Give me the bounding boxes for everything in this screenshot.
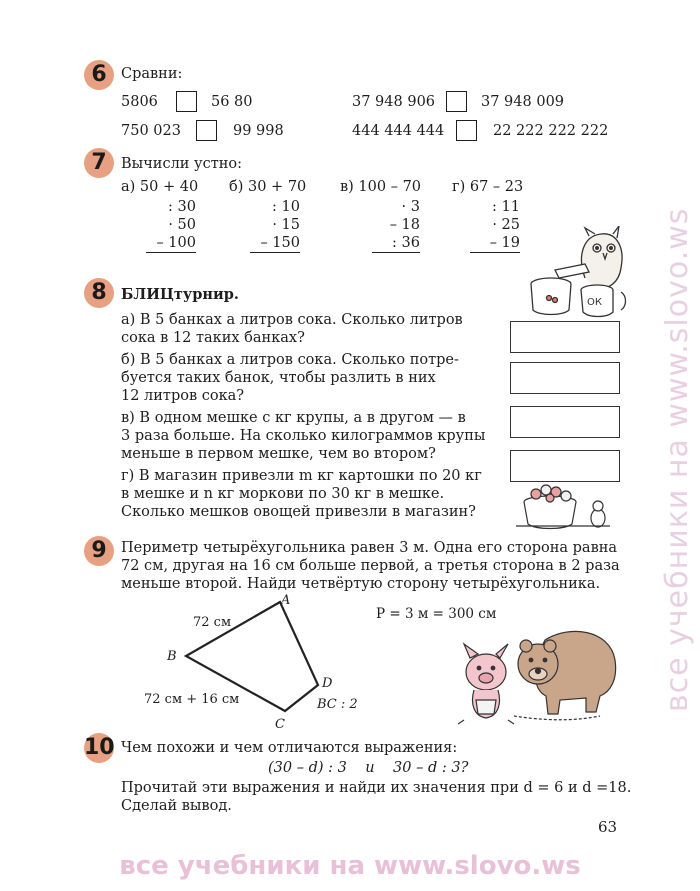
vegetable-pot-illustration [510,480,620,530]
task-number-7: 7 [84,148,114,178]
perimeter-note: P = 3 м = 300 см [376,606,497,622]
vertex-b: B [167,649,177,664]
task8-item-c-line: меньше в первом мешке, чем во втором? [121,446,436,462]
task-number-10: 10 [84,733,114,763]
task8-item-d-line: в мешке и n кг моркови по 30 кг в мешке. [121,486,445,502]
task8-item-a-line: а) В 5 банках a литров сока. Сколько литров [121,312,463,328]
calc-step: : 30 [168,199,196,215]
task-number-8: 8 [84,278,114,308]
calc-step: – 18 [389,217,420,233]
compare-box[interactable] [176,91,197,112]
task-number-6: 6 [84,60,114,90]
task6-instruction: Сравни: [121,66,183,82]
calc-step: – 150 [250,234,300,253]
column-head: а) 50 + 40 [121,179,199,195]
side-cd-label: BC : 2 [317,697,358,712]
compare-box[interactable] [196,120,217,141]
task8-item-b-line: б) В 5 банках a литров сока. Сколько потре- [121,352,459,368]
calc-step: : 11 [492,199,520,215]
calc-column [146,198,196,253]
calc-step: – 100 [146,234,196,253]
compare-left: 37 948 906 [352,94,436,110]
task8-item-b-line: буется таких банок, чтобы разлить в них [121,370,436,386]
task8-item-c-line: в) В одном мешке c кг крупы, а в другом — в [121,410,466,426]
compare-left: 5806 [121,94,158,110]
task-number-9: 9 [84,536,114,566]
compare-right: 22 222 222 222 [493,123,609,139]
calc-step: – 19 [470,234,520,253]
task8-item-d-line: Сколько мешков овощей привезли в магазин? [121,504,476,520]
compare-right: 37 948 009 [481,94,565,110]
page-number: 63 [598,818,618,836]
task10-instruction: Прочитай эти выражения и найди их значения при d = 6 и d =18. [121,780,632,796]
column-head: в) 100 – 70 [340,179,422,195]
compare-right: 99 998 [233,123,284,139]
compare-left: 444 444 444 [352,123,445,139]
side-bc-label: 72 см + 16 см [144,692,240,707]
task8-title: БЛИЦтурнир. [121,286,239,303]
task8-item-d-line: г) В магазин привезли m кг картошки по 20 кг [121,468,482,484]
compare-left: 750 023 [121,123,181,139]
compare-box[interactable] [456,120,477,141]
side-ab-label: 72 см [193,615,232,630]
compare-box[interactable] [446,91,467,112]
task8-item-b-line: 12 литров сока? [121,388,245,404]
task7-instruction: Вычисли устно: [121,156,243,172]
vertex-d: D [322,676,333,691]
calc-step: · 50 [168,217,196,233]
calc-step: : 36 [372,234,420,253]
task8-item-a-line: сока в 12 таких банках? [121,330,305,346]
answer-box-c[interactable] [510,406,620,438]
bear-piglet-illustration [450,620,620,730]
column-head: б) 30 + 70 [229,179,307,195]
calc-step: · 3 [401,199,420,215]
answer-box-b[interactable] [510,362,620,394]
calc-step: · 15 [272,217,300,233]
vertex-c: C [275,717,285,728]
task9-line: Периметр четырёхугольника равен 3 м. Одна его сторона равна [121,540,618,556]
vertex-a: A [281,593,291,608]
owl-jars-illustration [525,226,640,318]
calc-column [372,198,420,253]
task9-line: меньше второй. Найди четвёртую сторону четырёхугольника. [121,576,601,592]
answer-box-a[interactable] [510,321,620,353]
watermark-bottom: все учебники на www.slovo.ws [119,851,581,881]
calc-column [470,198,520,253]
task10-conclusion: Сделай вывод. [121,798,232,814]
task10-question: Чем похожи и чем отличаются выражения: [121,740,458,756]
jar-label: ОК [587,297,602,308]
task10-expressions: (30 – d) : 3 и 30 – d : 3? [268,760,469,776]
column-head: г) 67 – 23 [452,179,524,195]
calc-column [250,198,300,253]
calc-step: : 10 [272,199,300,215]
compare-right: 56 80 [211,94,253,110]
calc-step: · 25 [492,217,520,233]
task9-line: 72 см, другая на 16 см больше первой, а третья сторона в 2 раза [121,558,620,574]
quadrilateral-figure [140,588,380,728]
answer-box-d[interactable] [510,450,620,482]
watermark-vertical: все учебники на www.slovo.ws [660,207,695,713]
task8-item-c-line: 3 раза больше. На сколько килограммов крупы [121,428,486,444]
